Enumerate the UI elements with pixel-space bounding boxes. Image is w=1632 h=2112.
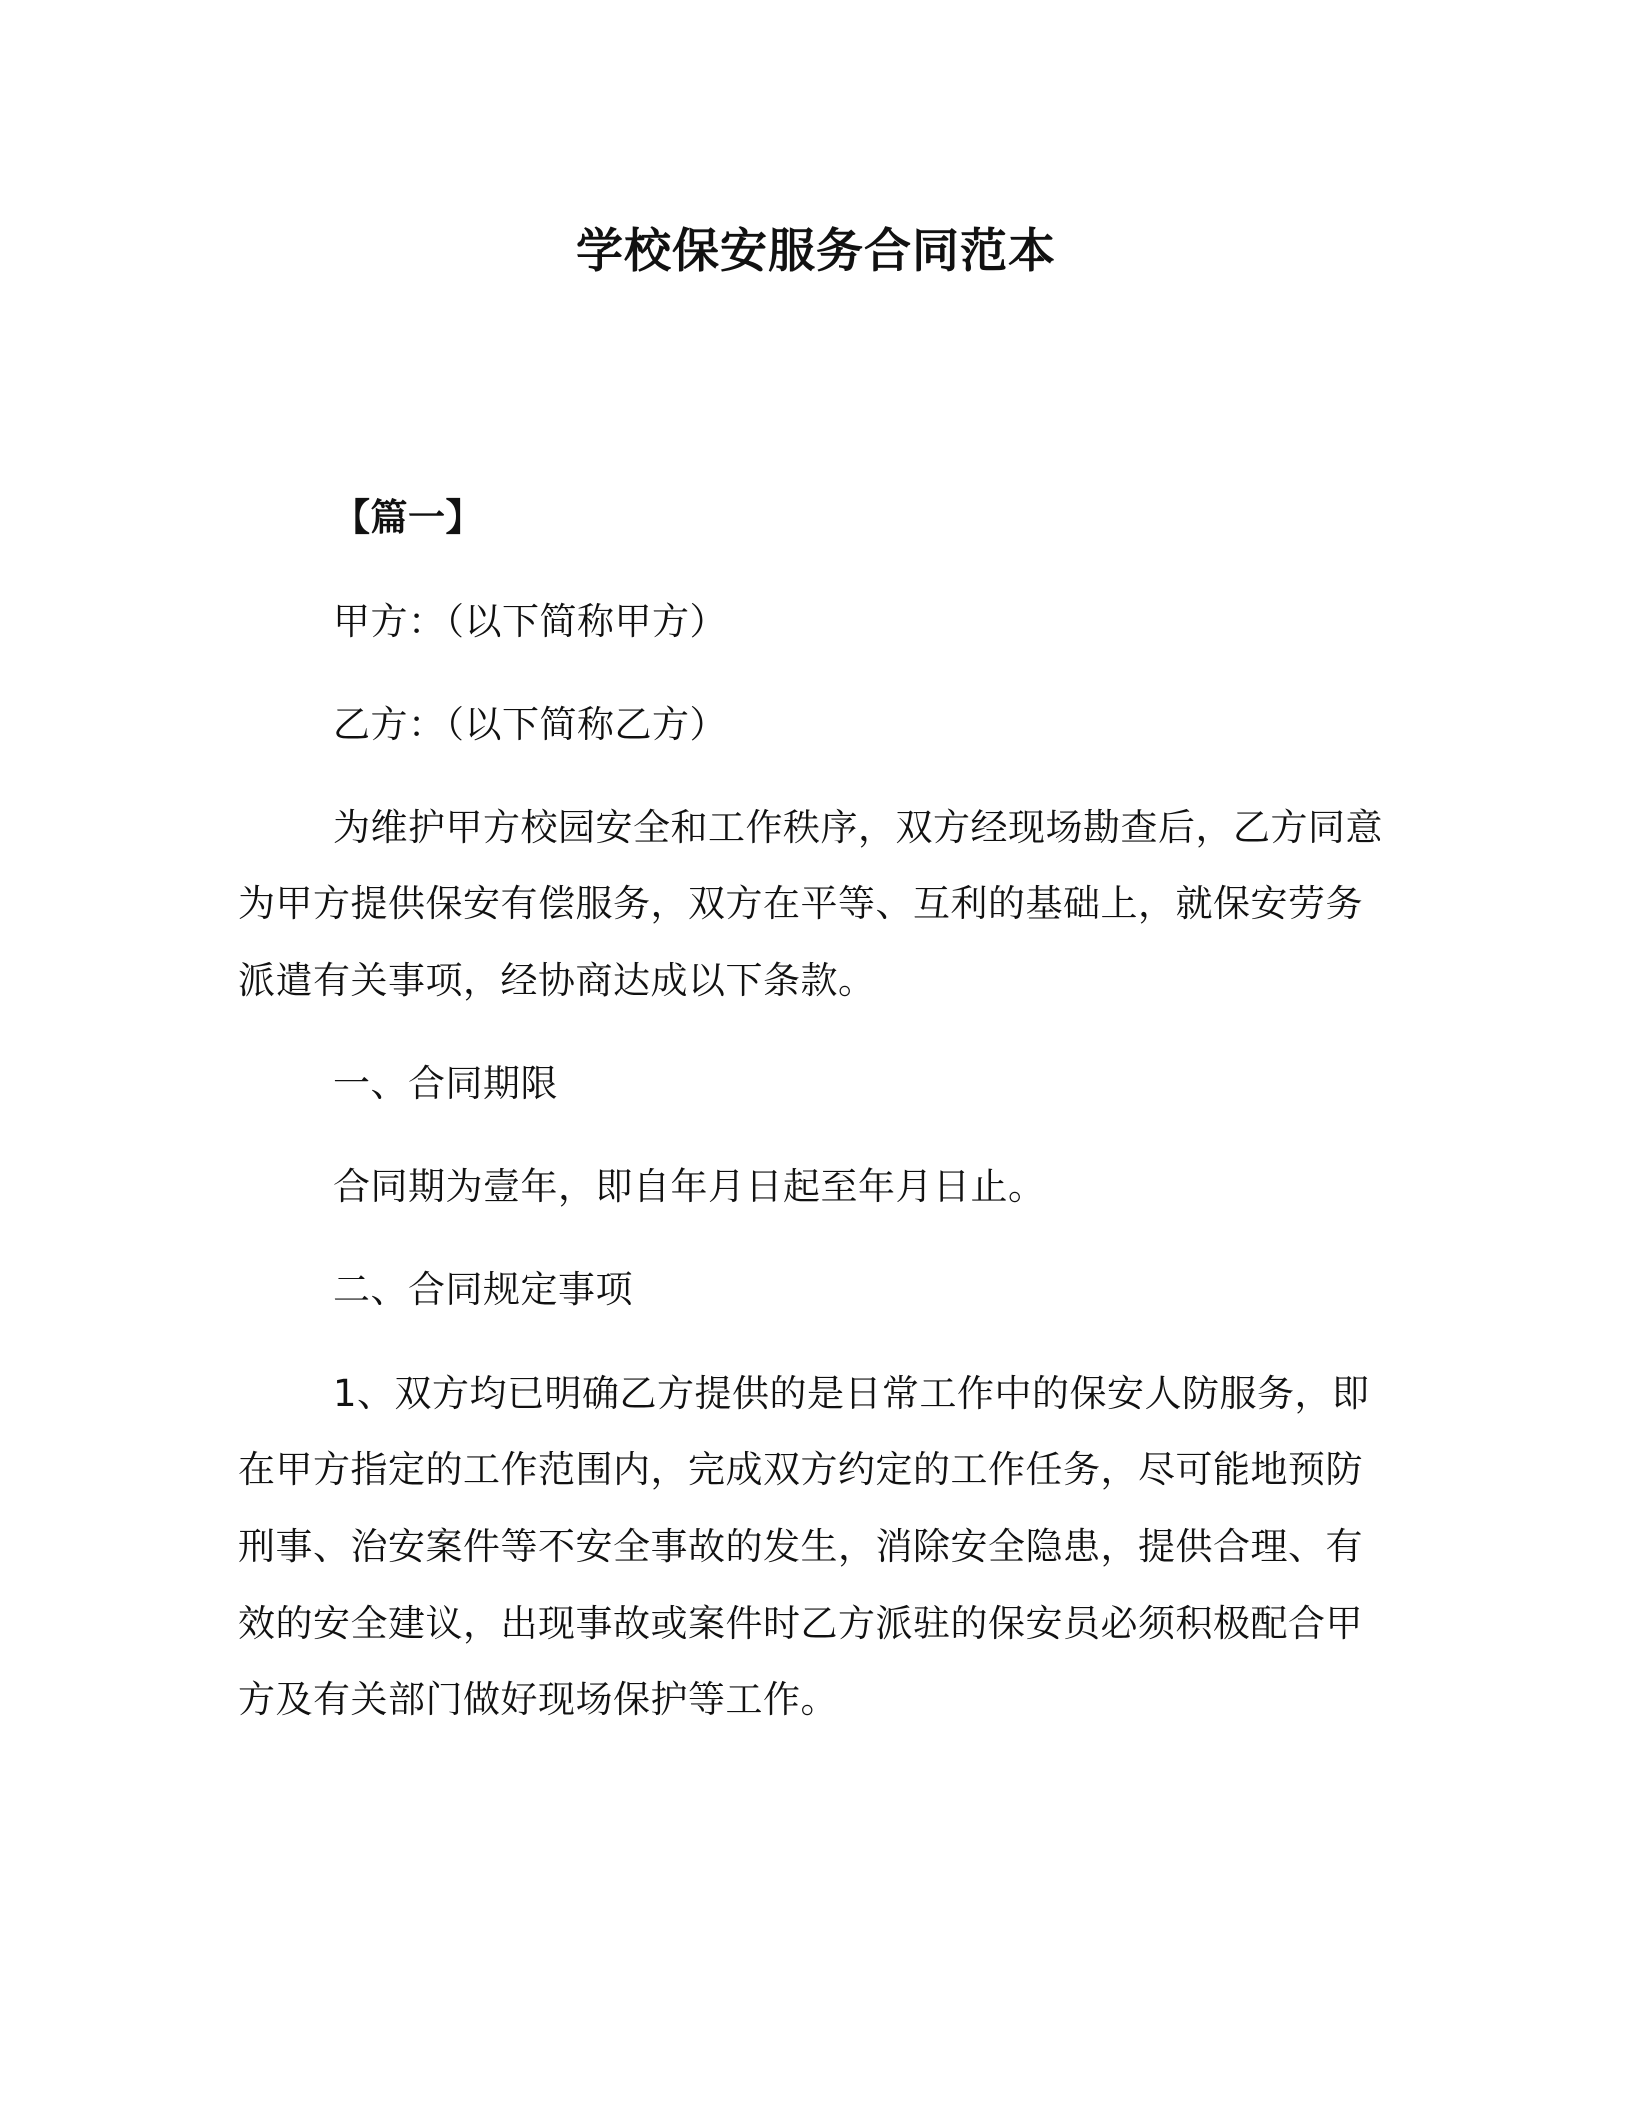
intro-paragraph-line: 为甲方提供保安有偿服务，双方在平等、互利的基础上，就保安劳务	[238, 882, 1363, 925]
section-heading-term: 一、合同期限	[333, 1062, 558, 1105]
intro-paragraph-line: 派遣有关事项，经协商达成以下条款。	[238, 959, 876, 1002]
document-title: 学校保安服务合同范本	[576, 224, 1056, 279]
intro-paragraph-line: 为维护甲方校园安全和工作秩序，双方经现场勘查后，乙方同意	[333, 806, 1383, 849]
item-1-line: 方及有关部门做好现场保护等工作。	[238, 1678, 838, 1721]
item-1-line: 在甲方指定的工作范围内，完成双方约定的工作任务，尽可能地预防	[238, 1448, 1363, 1491]
item-1-line: 1、双方均已明确乙方提供的是日常工作中的保安人防服务，即	[333, 1372, 1370, 1415]
section-heading-provisions: 二、合同规定事项	[333, 1268, 633, 1311]
party-b-line: 乙方：（以下简称乙方）	[333, 703, 727, 746]
term-paragraph: 合同期为壹年，即自年月日起至年月日止。	[333, 1165, 1046, 1208]
item-1-line: 效的安全建议，出现事故或案件时乙方派驻的保安员必须积极配合甲	[238, 1602, 1363, 1645]
item-1-line: 刑事、治安案件等不安全事故的发生，消除安全隐患，提供合理、有	[238, 1525, 1363, 1568]
party-a-line: 甲方：（以下简称甲方）	[333, 600, 727, 643]
section-marker: 【篇一】	[333, 496, 483, 539]
